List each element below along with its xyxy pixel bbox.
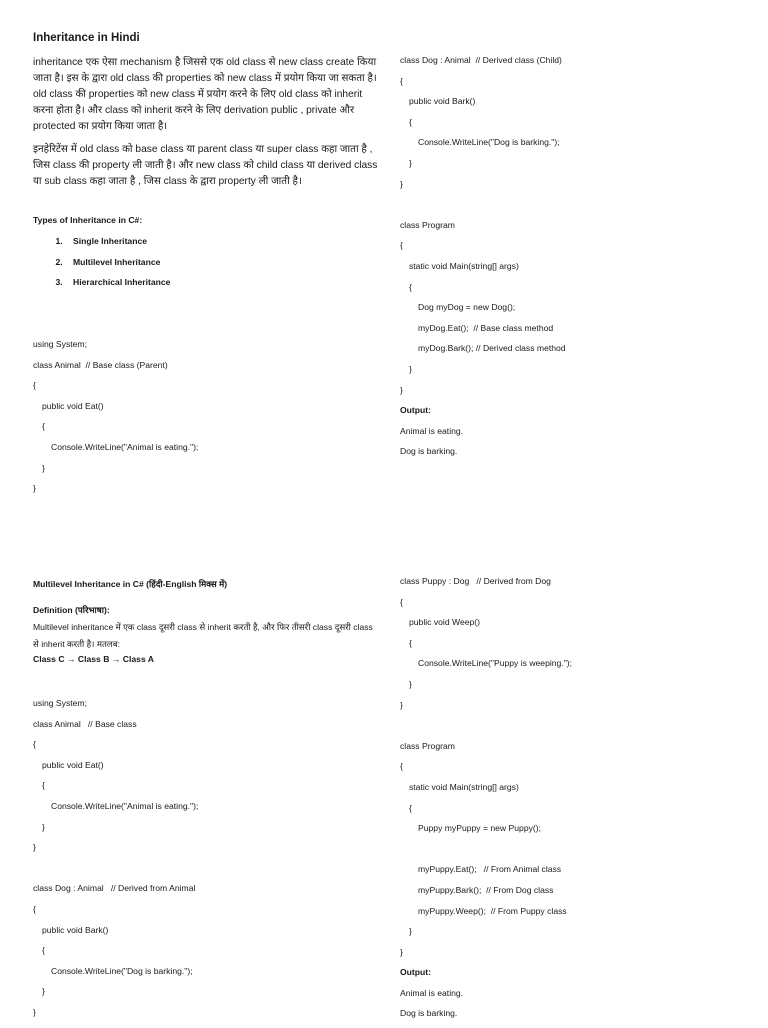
types-list [33, 235, 378, 297]
code-line: { [400, 596, 403, 607]
code-line: { [33, 739, 36, 750]
code-line: class Program [400, 740, 455, 751]
code-line: myDog.Bark(); // Derived class method [418, 343, 566, 354]
code-line: Console.WriteLine("Animal is eating."); [51, 800, 199, 811]
code-line: myDog.Eat(); // Base class method [418, 322, 554, 333]
code-line [400, 843, 745, 864]
code-line: static void Main(string[] args) [409, 260, 519, 271]
code-line: public void Bark() [409, 96, 476, 107]
section2-left-column [33, 578, 378, 691]
section1-code-right [400, 54, 745, 466]
code-line: class Dog : Animal // Derived class (Child) [400, 55, 562, 65]
types-list-item: 1. Single Inheritance [65, 235, 378, 256]
inheritance-chain: Class C → Class B → Class A [33, 654, 154, 664]
code-line [400, 198, 745, 219]
code-line: public void Weep() [409, 617, 481, 628]
code-line: { [400, 761, 403, 772]
code-line: } [42, 462, 45, 473]
definition-text: Multilevel inheritance में एक class दूसरी class से inherit करती है, और फिर तीसरी class दूसरी class से inherit करती है। मतलब: [33, 622, 373, 649]
code-line [33, 862, 378, 883]
code-line: } [409, 926, 412, 937]
types-list-item: 3. Hierarchical Inheritance [65, 276, 378, 297]
page-title: Inheritance in Hindi [33, 32, 140, 44]
code-line: Console.WriteLine("Puppy is weeping."); [418, 658, 573, 669]
code-line: { [400, 75, 403, 86]
definition-label: Definition (परिभाषा): [33, 605, 110, 615]
output-line: Dog is barking. [400, 1008, 458, 1019]
code-line: class Animal // Base class [33, 718, 137, 729]
code-line: } [400, 946, 403, 957]
code-line: myPuppy.Bark(); // From Dog class [418, 884, 554, 895]
code-line: { [409, 802, 412, 813]
code-line: myPuppy.Weep(); // From Puppy class [418, 905, 567, 916]
section2-code-right [400, 575, 745, 1028]
code-line: } [409, 363, 412, 374]
output-line: Animal is eating. [400, 987, 464, 998]
output-label: Output: [400, 967, 432, 978]
code-line: public void Eat() [42, 759, 104, 770]
code-line: { [409, 637, 412, 648]
code-line: } [400, 178, 403, 189]
code-line: public void Eat() [42, 400, 104, 411]
code-line: { [42, 780, 45, 791]
code-line: Console.WriteLine("Animal is eating."); [51, 441, 199, 452]
code-line: } [42, 986, 45, 997]
code-line: class Animal // Base class (Parent) [33, 359, 168, 370]
code-line [400, 719, 745, 740]
code-line: Console.WriteLine("Dog is barking."); [418, 137, 560, 148]
code-line: using System; [33, 339, 87, 349]
code-line: } [409, 678, 412, 689]
section2-code-left [33, 697, 378, 1027]
section1-left-column [33, 32, 378, 297]
code-line: Puppy myPuppy = new Puppy(); [418, 823, 542, 834]
code-line: using System; [33, 698, 87, 708]
intro-paragraph-1: inheritance एक ऐसा mechanism है जिससे एक old class से new class create किया जाता है। इस के द्वारा old class की properties को new class में प्रयोग किया जा सकता है। old class की properties को new class में प्रयोग करने के लिए old class को inherit करना होता है। और class को inherit करने के लिए derivation public , private और protected का प्रयोग किया जाता है। [33, 57, 377, 132]
code-line: Console.WriteLine("Dog is barking."); [51, 965, 193, 976]
code-line: { [42, 421, 45, 432]
section2-title: Multilevel Inheritance in C# (हिंदी-English मिक्स में) [33, 579, 228, 589]
code-line: } [400, 699, 403, 710]
code-line: } [33, 1006, 36, 1017]
code-line: { [33, 380, 36, 391]
code-line: { [42, 945, 45, 956]
output-label: Output: [400, 405, 432, 416]
code-line: { [409, 116, 412, 127]
code-line: public void Bark() [42, 924, 109, 935]
code-line: } [42, 821, 45, 832]
code-line: } [400, 384, 403, 395]
code-line: { [400, 240, 403, 251]
output-line: Dog is barking. [400, 446, 458, 457]
output-line: Animal is eating. [400, 425, 464, 436]
code-line: class Program [400, 219, 455, 230]
code-line: class Dog : Animal // Derived from Animal [33, 883, 196, 894]
code-line: static void Main(string[] args) [409, 781, 519, 792]
types-list-item: 2. Multilevel Inheritance [65, 256, 378, 277]
code-line: { [409, 281, 412, 292]
code-line: } [33, 483, 36, 494]
code-line: } [409, 157, 412, 168]
code-line: Dog myDog = new Dog(); [418, 302, 516, 313]
section1-code-left [33, 338, 378, 503]
types-heading: Types of Inheritance in C#: [33, 215, 143, 225]
code-line: } [33, 842, 36, 853]
code-line: { [33, 903, 36, 914]
code-line: class Puppy : Dog // Derived from Dog [400, 576, 551, 586]
intro-paragraph-2: इनहेरिटेंस में old class को base class या parent class या super class कहा जाता है , जिस class की property ली जाती है। और new class को child class या derived class या sub class कहा जाता है , जिस class के द्वारा property ली जाती है। [33, 144, 378, 187]
code-line: myPuppy.Eat(); // From Animal class [418, 864, 562, 875]
